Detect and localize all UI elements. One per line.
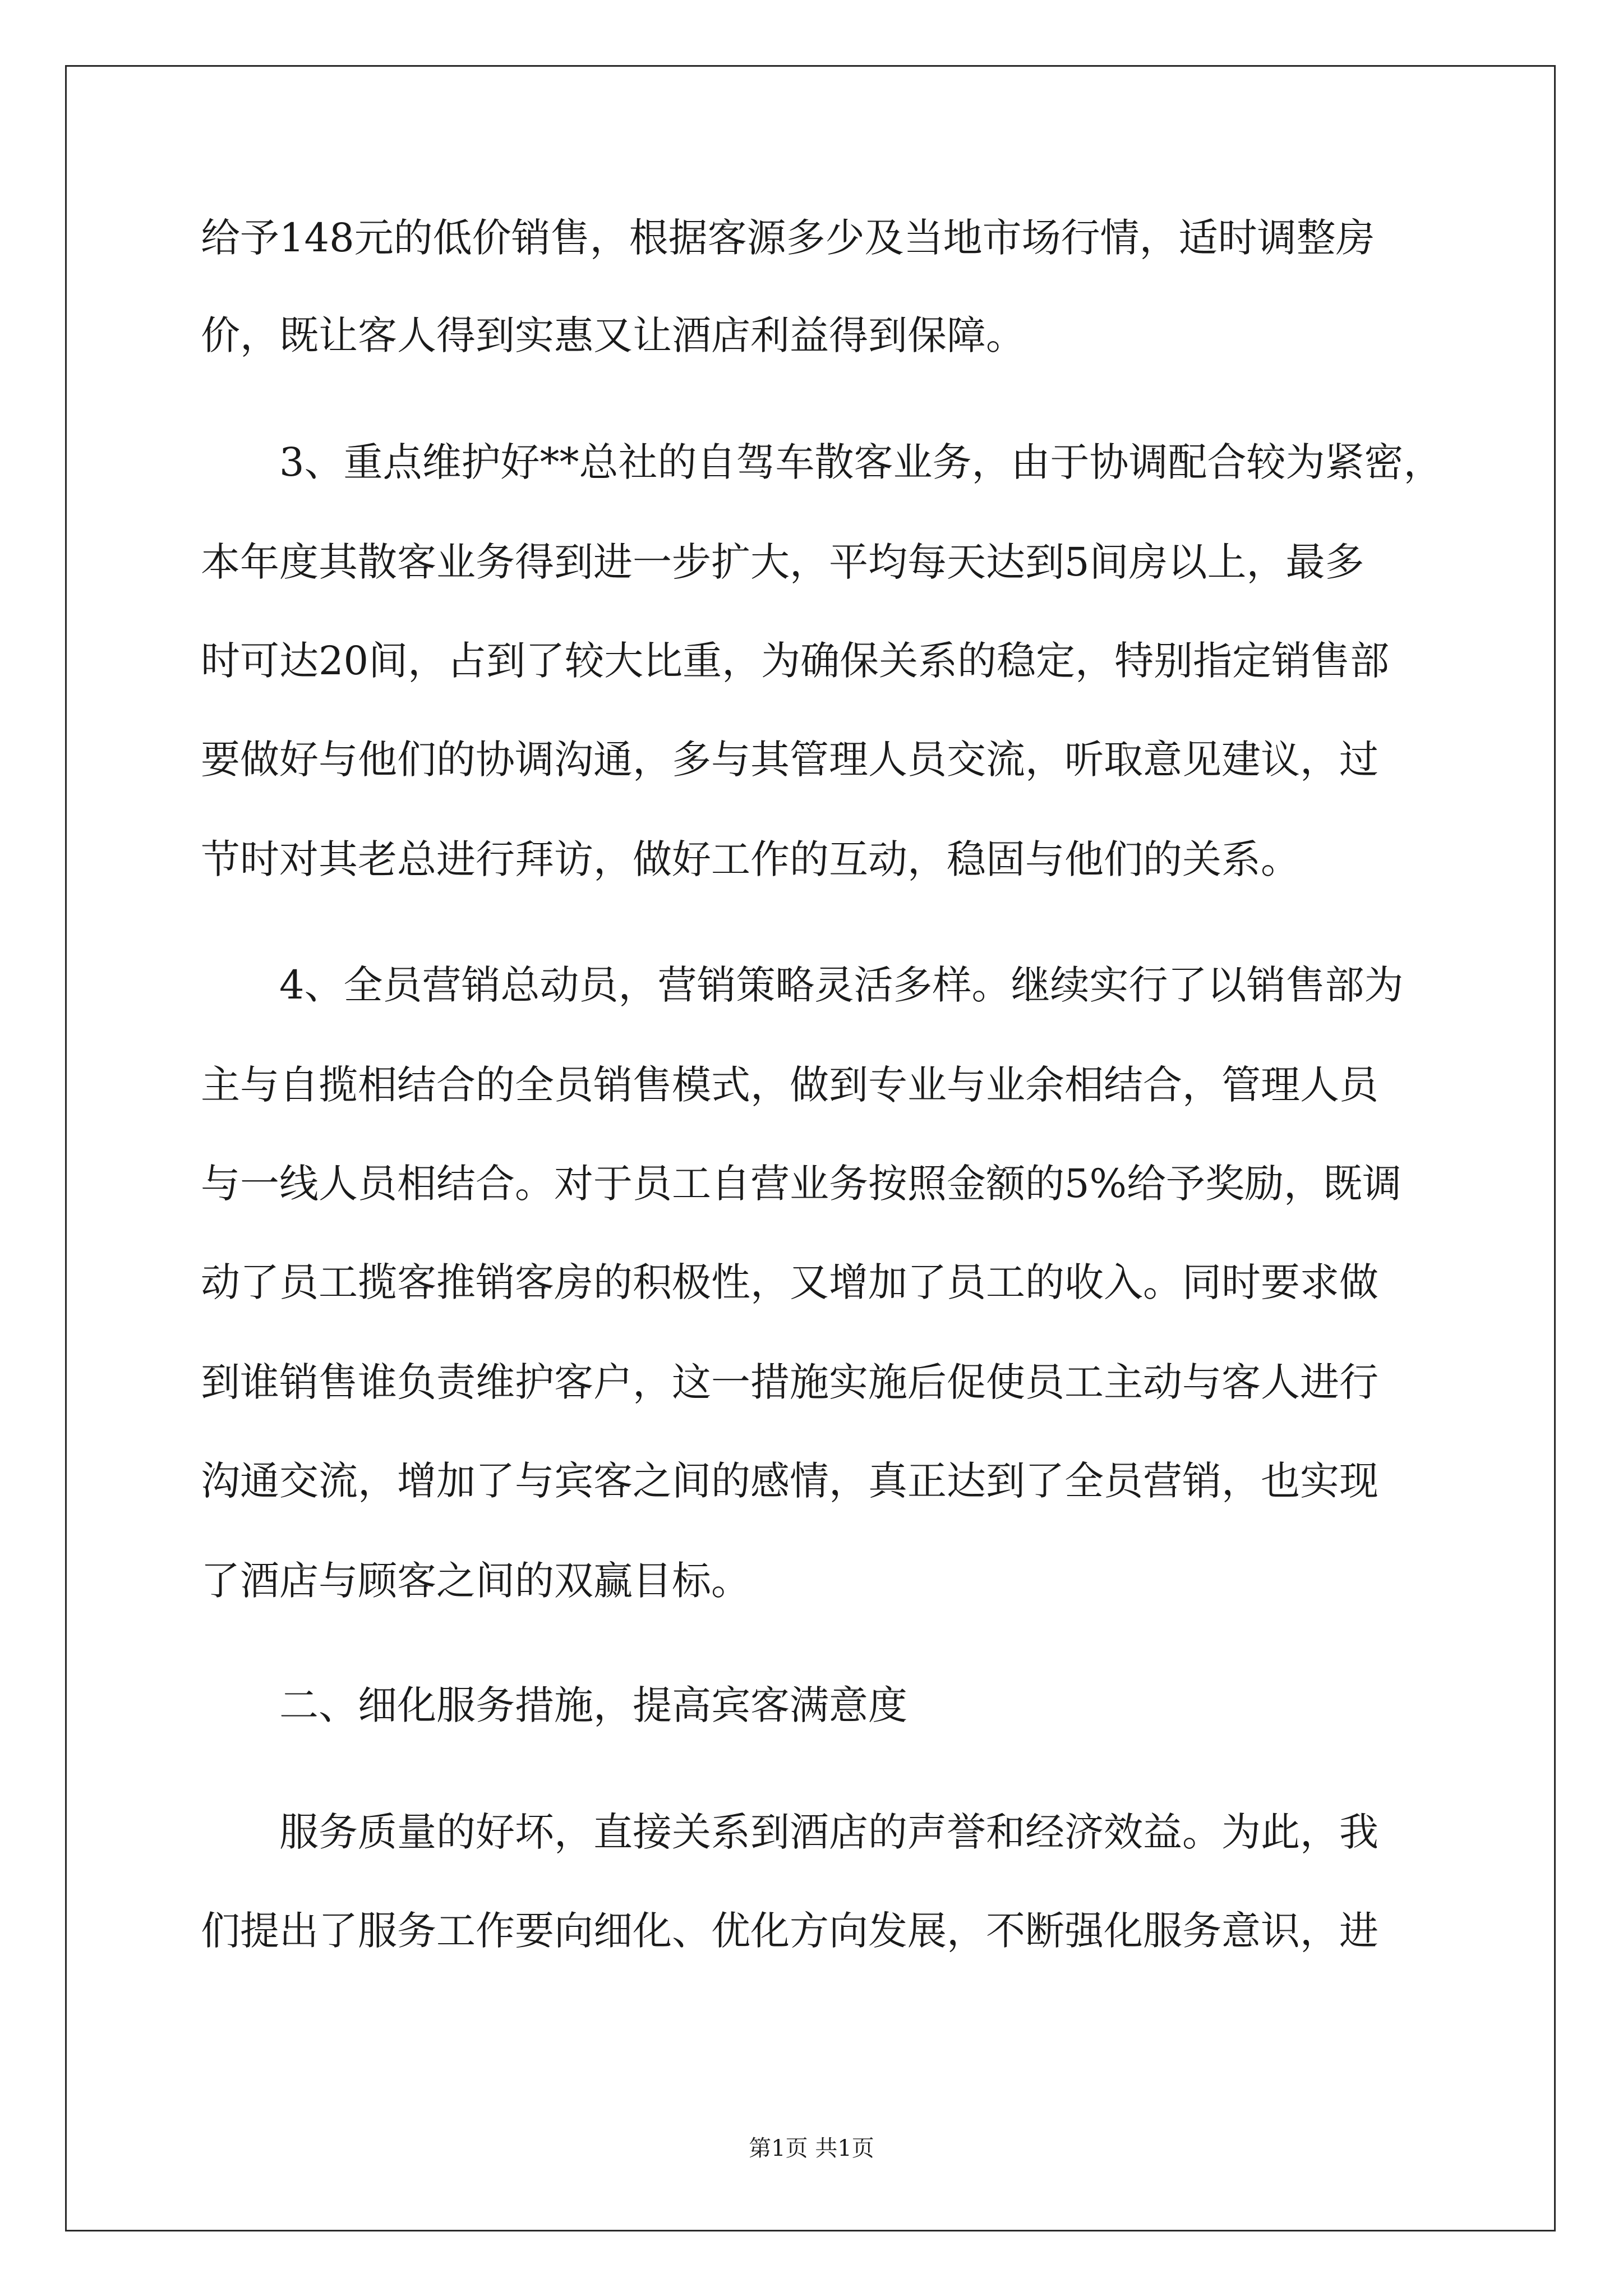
text-line: 与一线人员相结合。对于员工自营业务按照金额的5%给予奖励，既调 xyxy=(201,1161,1402,1207)
page-footer: 第1页 共1页 xyxy=(749,2136,874,2161)
text-line: 给予148元的低价销售，根据客源多少及当地市场行情，适时调整房 xyxy=(201,215,1375,261)
text-line: 沟通交流，增加了与宾客之间的感情，真正达到了全员营销，也实现 xyxy=(201,1458,1378,1504)
text-line: 动了员工揽客推销客房的积极性，又增加了员工的收入。同时要求做 xyxy=(201,1259,1378,1305)
section-heading: 二、细化服务措施，提高宾客满意度 xyxy=(279,1682,907,1728)
text-line: 主与自揽相结合的全员销售模式，做到专业与业余相结合，管理人员 xyxy=(201,1062,1378,1108)
text-line: 节时对其老总进行拜访，做好工作的互动，稳固与他们的关系。 xyxy=(201,836,1300,882)
text-line: 服务质量的好坏，直接关系到酒店的声誉和经济效益。为此，我 xyxy=(279,1809,1378,1855)
text-line: 们提出了服务工作要向细化、优化方向发展，不断强化服务意识，进 xyxy=(201,1908,1378,1954)
text-line: 价，既让客人得到实惠又让酒店利益得到保障。 xyxy=(201,312,1025,358)
text-line: 本年度其散客业务得到进一步扩大，平均每天达到5间房以上，最多 xyxy=(201,539,1364,585)
text-line: 要做好与他们的协调沟通，多与其管理人员交流，听取意见建议，过 xyxy=(201,737,1378,783)
text-line: 4、全员营销总动员，营销策略灵活多样。继续实行了以销售部为 xyxy=(279,962,1404,1008)
text-line: 时可达20间，占到了较大比重，为确保关系的稳定，特别指定销售部 xyxy=(201,638,1390,684)
text-line: 到谁销售谁负责维护客户，这一措施实施后促使员工主动与客人进行 xyxy=(201,1359,1378,1405)
text-line: 3、重点维护好**总社的自驾车散客业务，由于协调配合较为紧密， xyxy=(279,439,1443,485)
text-line: 了酒店与顾客之间的双赢目标。 xyxy=(201,1558,750,1604)
